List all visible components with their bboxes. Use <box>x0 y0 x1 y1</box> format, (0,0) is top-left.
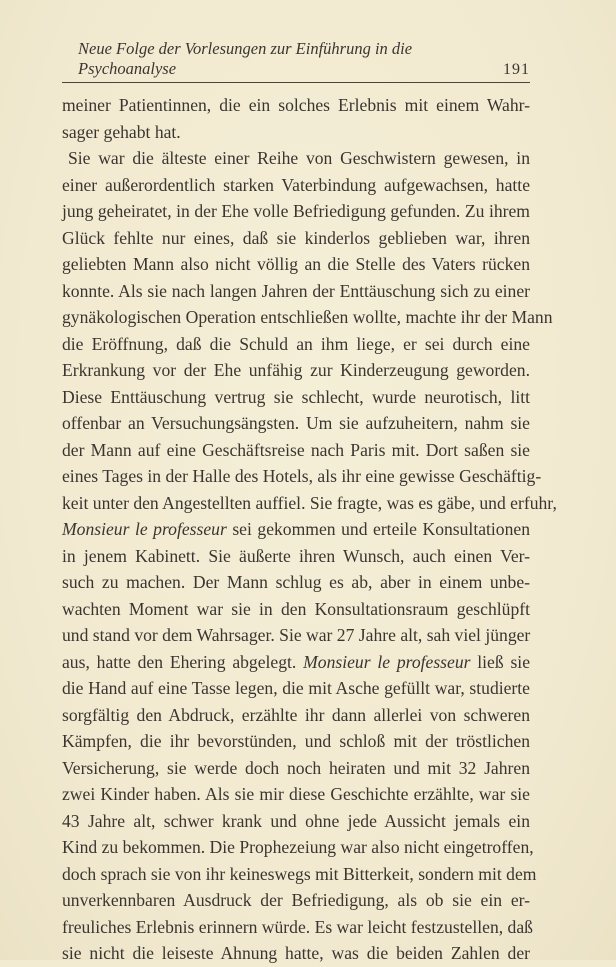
text-line <box>62 145 530 172</box>
running-title: Neue Folge der Vorlesungen zur Einführung in die Psychoanalyse <box>78 39 413 78</box>
text-line <box>62 384 530 411</box>
text-line <box>62 490 557 517</box>
text-line <box>62 198 530 225</box>
page-number: 191 <box>503 61 530 78</box>
text-line <box>62 516 530 543</box>
text-segment: Sie war die älteste einer Reihe von Geschwistern gewesen, in <box>68 148 530 168</box>
text-segment: 43 Jahre alt, schwer krank und ohne jede Aussicht jemals ein <box>62 810 530 831</box>
text-segment: der Mann auf eine Geschäftsreise nach Paris mit. Dort saßen sie <box>62 439 530 460</box>
text-segment: geliebten Mann also nicht völlig an die Stelle des Vaters rücken <box>62 254 530 274</box>
text-segment: offenbar an Versuchungsängsten. Um sie aufzuheitern, nahm sie <box>62 413 530 433</box>
text-segment: doch sprach sie von ihr keineswegs mit Bitterkeit, sondern mit dem <box>62 863 537 884</box>
text-segment: Kämpfen, die ihr bevorstünden, und schloß mit der tröstlichen <box>62 731 530 751</box>
text-segment: sei gekommen und erteile Konsultationen <box>226 519 530 539</box>
text-segment: Versicherung, sie werde doch noch heiraten und mit 32 Jahren <box>62 757 530 778</box>
text-line <box>62 410 530 437</box>
text-line <box>62 251 530 278</box>
text-line <box>62 357 530 384</box>
text-line <box>62 808 530 835</box>
text-line <box>62 119 530 146</box>
text-segment: freuliches Erlebnis erinnern würde. Es war leicht festzustellen, daß <box>62 916 533 937</box>
text-segment: in jenem Kabinett. Sie äußerte ihren Wunsch, auch einen Ver- <box>62 545 530 566</box>
text-segment: sie nicht die leiseste Ahnung hatte, was die beiden Zahlen der <box>62 943 530 963</box>
text-segment: zwei Kinder haben. Als sie mir diese Geschichte erzählte, war sie <box>62 784 530 804</box>
text-line <box>62 622 530 649</box>
text-line <box>62 596 530 623</box>
text-segment: keit unter den Angestellten auffiel. Sie fragte, was es gäbe, und erfuhr, <box>62 492 557 513</box>
text-line <box>62 569 530 596</box>
running-header <box>62 39 530 83</box>
italic-text-segment: Monsieur le professeur <box>303 651 471 672</box>
text-segment: jung geheiratet, in der Ehe volle Befriedigung gefunden. Zu ihrem <box>62 201 530 221</box>
text-line <box>62 437 530 464</box>
text-segment: die Eröffnung, daß die Schuld an ihm liege, er sei durch eine <box>62 333 530 354</box>
text-line <box>62 728 530 755</box>
text-segment: meiner Patientinnen, die ein solches Erlebnis mit einem Wahr- <box>62 95 530 115</box>
text-segment: Diese Enttäuschung vertrug sie schlecht, wurde neurotisch, litt <box>62 386 530 407</box>
text-line <box>62 304 553 331</box>
text-segment: konnte. Als sie nach langen Jahren der Enttäuschung sich zu einer <box>62 280 530 301</box>
text-line <box>62 331 530 358</box>
italic-text-segment: Monsieur le professeur <box>62 519 227 539</box>
text-segment: wachten Moment war sie in den Konsultationsraum geschlüpft <box>62 598 530 619</box>
text-segment: ließ sie <box>470 651 531 672</box>
text-segment: aus, hatte den Ehering abgelegt. <box>62 651 304 672</box>
text-line <box>62 702 530 729</box>
text-line <box>62 834 534 861</box>
text-line <box>62 172 530 199</box>
text-segment: Glück fehlte nur eines, daß sie kinderlos geblieben war, ihren <box>62 227 530 248</box>
text-segment: eines Tages in der Halle des Hotels, als ihr eine gewisse Geschäftig- <box>62 466 542 486</box>
text-line <box>62 755 530 782</box>
text-line <box>62 914 533 941</box>
text-segment: Kind zu bekommen. Die Prophezeiung war also nicht eingetroffen, <box>62 837 534 857</box>
text-line <box>62 225 530 252</box>
text-line <box>62 463 542 490</box>
text-segment: die Hand auf eine Tasse legen, die mit Asche gefüllt war, studierte <box>62 678 530 698</box>
text-line <box>62 675 530 702</box>
text-line <box>62 92 530 119</box>
text-line <box>62 887 530 914</box>
text-line <box>62 940 530 967</box>
text-segment: einer außerordentlich starken Vaterbindung aufgewachsen, hatte <box>62 174 530 195</box>
text-line <box>62 543 530 570</box>
text-segment: Erkrankung vor der Ehe unfähig zur Kinderzeugung geworden. <box>62 360 530 380</box>
text-segment: sager gehabt hat. <box>62 121 181 142</box>
text-line <box>62 278 530 305</box>
text-segment: such zu machen. Der Mann schlug es ab, aber in einem unbe- <box>62 572 530 592</box>
text-line <box>62 781 530 808</box>
text-segment: und stand vor dem Wahrsager. Sie war 27 Jahre alt, sah viel jünger <box>62 625 531 645</box>
text-segment: gynäkologischen Operation entschließen wollte, machte ihr der Mann <box>62 307 553 327</box>
text-segment: sorgfältig den Abdruck, erzählte ihr dann allerlei von schweren <box>62 704 530 725</box>
text-line <box>62 649 530 676</box>
text-segment: unverkennbaren Ausdruck der Befriedigung, als ob sie ein er- <box>62 890 530 910</box>
body-text <box>62 92 557 967</box>
text-line <box>62 861 537 888</box>
